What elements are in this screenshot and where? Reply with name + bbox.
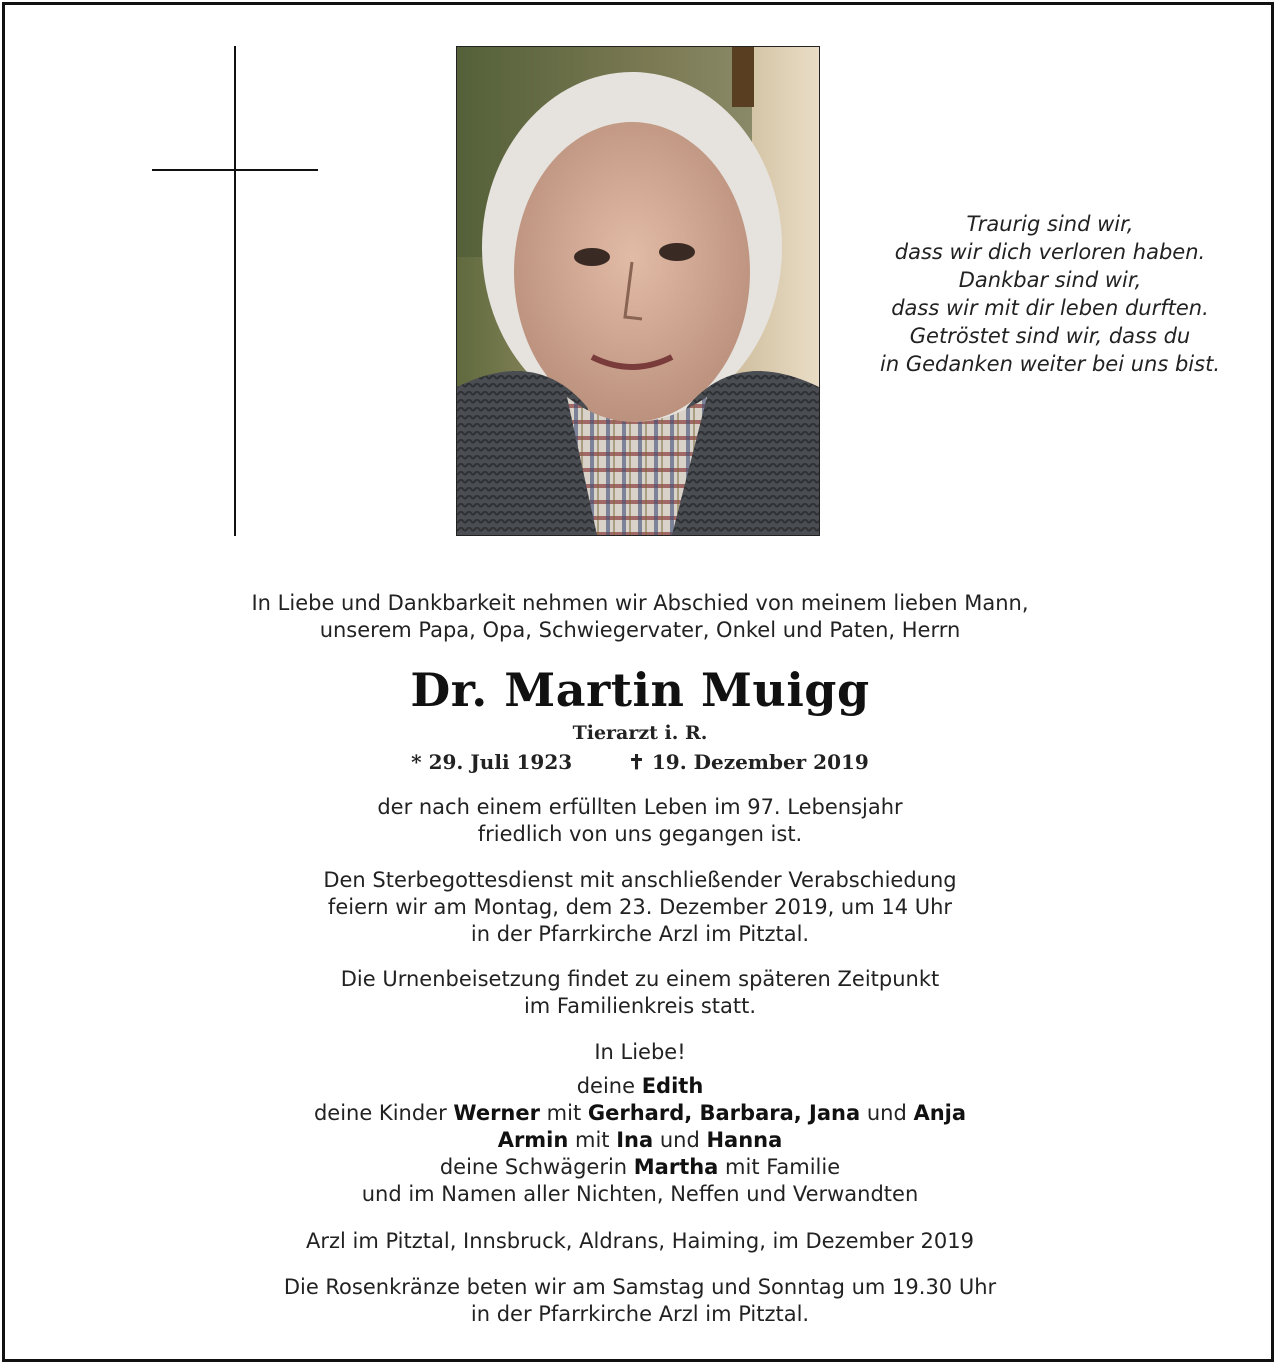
urn-text [140,966,1140,1020]
rosary-line-1: Die Rosenkränze beten wir am Samstag und Sonntag um 19.30 Uhr [283,1275,997,1299]
rosary-line-2: in der Pfarrkirche Arzl im Pitztal. [470,1302,810,1326]
passing-text [140,794,1140,848]
place-date [140,1228,1140,1255]
deceased-name: Dr. Martin Muigg [410,663,870,717]
poem-line: Getröstet sind wir, dass du [909,324,1191,348]
mourner-line-5: und im Namen aller Nichten, Neffen und Verwandten [361,1182,919,1206]
poem-line: Dankbar sind wir, [958,268,1142,292]
poem-line: in Gedanken weiter bei uns bist. [880,352,1220,376]
urn-line-2: im Familienkreis statt. [523,994,757,1018]
service-line-2: feiern wir am Montag, dem 23. Dezember 2019, um 14 Uhr [327,895,953,919]
cross-symbol-horizontal [152,169,318,171]
closing-text [140,1039,1140,1066]
mourners-list [140,1073,1140,1208]
birth-date: * 29. Juli 1923 [411,750,573,774]
intro-line-2: unserem Papa, Opa, Schwiegervater, Onkel und Paten, Herrn [319,618,961,642]
service-line-3: in der Pfarrkirche Arzl im Pitztal. [470,922,810,946]
mourner-line-1: deine Edith [576,1074,704,1098]
closing-line: In Liebe! [594,1040,686,1064]
mourner-line-4: deine Schwägerin Martha mit Familie [439,1155,841,1179]
portrait-photo [456,46,820,536]
mourner-line-2: deine Kinder Werner mit Gerhard, Barbara, Jana und Anja [313,1101,967,1125]
poem-line: Traurig sind wir, [966,212,1134,236]
service-text [140,867,1140,948]
memorial-poem [860,210,1240,378]
passing-line-1: der nach einem erfüllten Leben im 97. Lebensjahr [377,795,903,819]
urn-line-1: Die Urnenbeisetzung findet zu einem späteren Zeitpunkt [340,967,940,991]
passing-line-2: friedlich von uns gegangen ist. [477,822,803,846]
death-date: ✝ 19. Dezember 2019 [628,750,869,774]
service-line-1: Den Sterbegottesdienst mit anschließender Verabschiedung [323,868,957,892]
life-dates [140,748,1140,776]
poem-line: dass wir dich verloren haben. [894,240,1206,264]
intro-line-1: In Liebe und Dankbarkeit nehmen wir Abschied von meinem lieben Mann, [251,591,1029,615]
poem-line: dass wir mit dir leben durften. [891,296,1209,320]
intro-text [140,590,1140,644]
place-date-line: Arzl im Pitztal, Innsbruck, Aldrans, Haiming, im Dezember 2019 [305,1229,975,1253]
cross-symbol-vertical [234,46,236,536]
rosary-text [140,1274,1140,1328]
mourner-line-3: Armin mit Ina und Hanna [497,1128,783,1152]
deceased-occupation: Tierarzt i. R. [572,722,708,744]
